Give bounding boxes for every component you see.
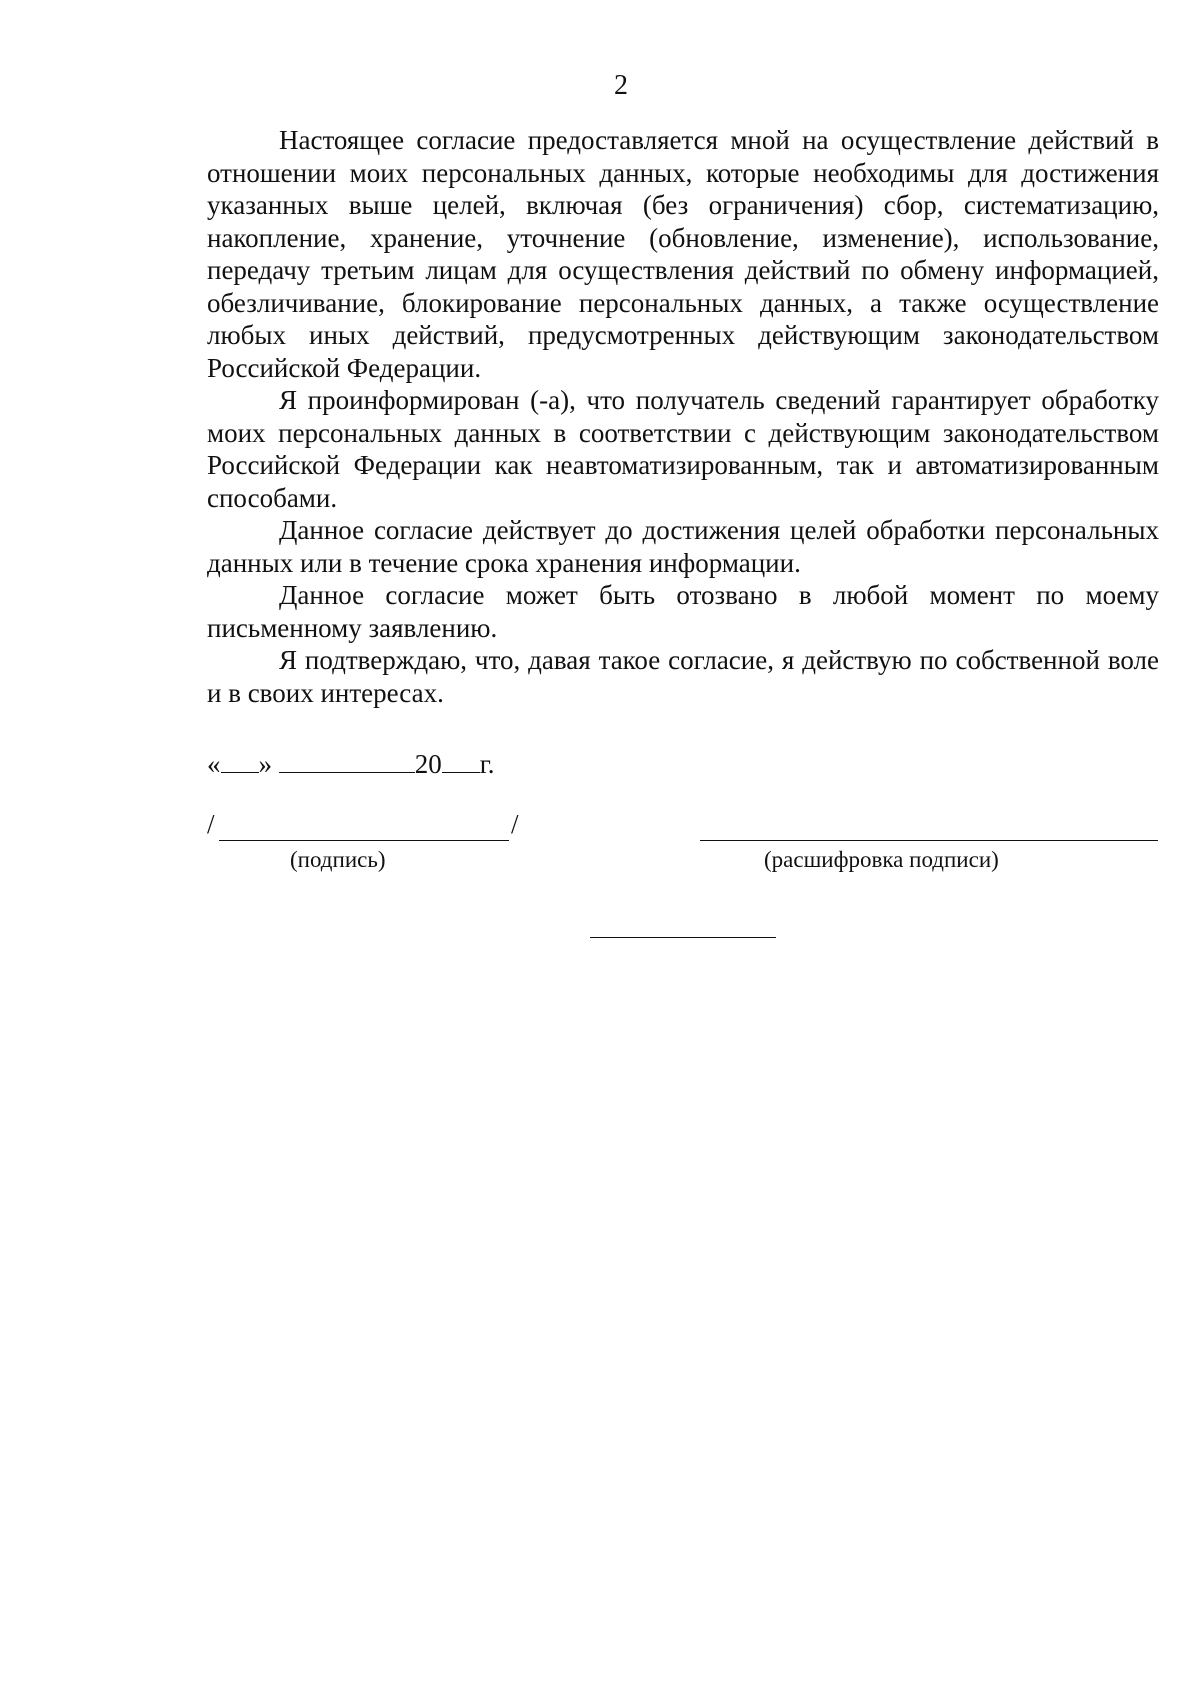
paragraph-consent-scope: Настоящее согласие предоставляется мной на осуществление действий в отношении моих персональных данных, которые необходимы для достижения указанных выше целей, включая (без ограничения) сбор, систематизацию, накопление, хранение, уточнение (обновление, изменение), использование, передачу третьим лицам для осуществления действий по обмену информацией, обезличивание, блокирование персональных данных, а также осуществление любых иных действий, предусмотренных действующим законодательством Российской Федерации. [207,125,1159,383]
signature-decoding-line[interactable] [700,840,1158,841]
paragraph-validity: Данное согласие действует до достижения целей обработки персональных данных или в течение срока хранения информации. [207,515,1159,578]
paragraph-informed: Я проинформирован (-а), что получатель сведений гарантирует обработку моих персональных данных в соответствии с действующим законодательством Российской Федерации как неавтоматизированным, так и автоматизированным способами. [207,385,1159,513]
date-open-quote: « [207,749,221,779]
month-blank[interactable] [279,748,415,773]
signature-line [219,840,509,841]
signature-caption: (подпись) [290,847,386,872]
year-suffix: г. [479,749,495,779]
consent-body [207,124,1159,709]
date-close-quote: » [258,749,272,779]
signature-slash-left: / [207,809,215,839]
year-blank[interactable] [442,748,480,773]
signature-slash-right: / [511,809,519,839]
date-line [207,748,495,780]
day-blank[interactable] [221,748,259,773]
signature-decoding-caption: (расшифровка подписи) [764,847,999,872]
signature-field[interactable] [207,808,527,844]
paragraph-confirmation: Я подтверждаю, что, давая такое согласие, я действую по собственной воле и в своих интересах. [207,645,1159,708]
year-prefix: 20 [414,749,442,779]
paragraph-revocation: Данное согласие может быть отозвано в любой момент по моему письменному заявлению. [207,580,1159,643]
page-number: 2 [614,70,628,101]
end-divider [590,937,776,938]
